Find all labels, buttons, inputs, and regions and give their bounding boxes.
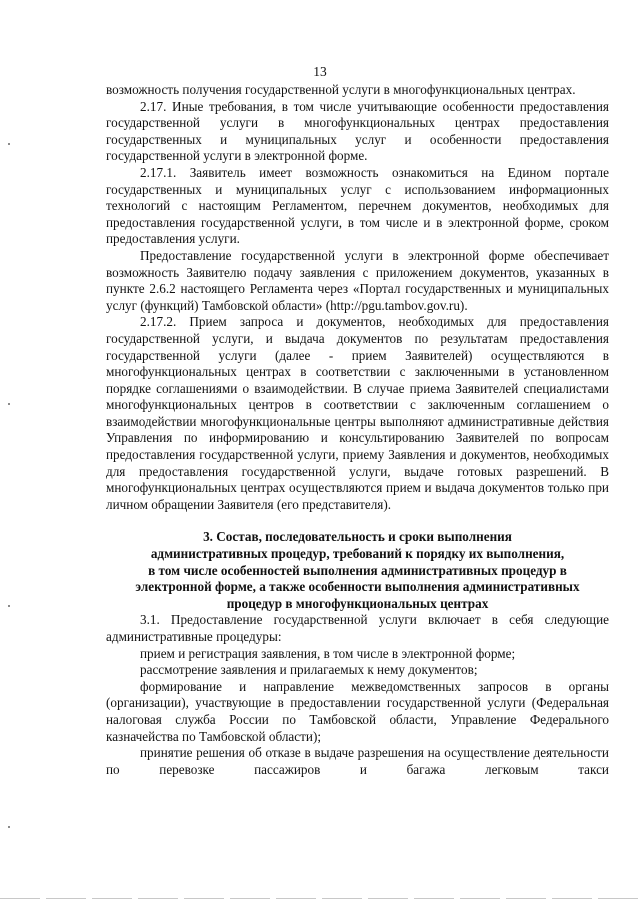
scan-speck	[8, 403, 10, 405]
scan-speck	[8, 143, 10, 145]
scan-speck	[8, 605, 10, 607]
document-body	[106, 82, 609, 778]
scan-speck	[8, 826, 10, 828]
heading-line: административных процедур, требований к порядку их выполнения,	[150, 546, 565, 562]
paragraph-2-17: 2.17. Иные требования, в том числе учитывающие особенности предоставления государственной услуги в многофункциональных центрах предоставления государственных и муниципальных услуг и особенности предоставления государственной услуги в электронной форме.	[106, 98, 609, 164]
paragraph-2-17-2: 2.17.2. Прием запроса и документов, необходимых для предоставления государственной услуги, и выдача документов по результатам предоставления государственной услуги (далее - прием Заявителей) осуществляются в многофункциональных центрах в соответствии с заключенными в установленном порядке соглашениями о взаимодействии. В случае приема Заявителей специалистами многофункциональных центров в соответствии с заключенным соглашением о взаимодействии многофункциональные центры выполняют административные действия Управления по информированию и консультированию Заявителей по вопросам предоставления государственной услуги, приему Заявления и документов, необходимых для предоставления государственной услуги, выдаче готовых разрешений. В многофункциональных центрах осуществляются прием и выдача документов только при личном обращении Заявителя (его представителя).	[106, 314, 609, 512]
section-3-heading	[106, 529, 609, 612]
heading-line: 3. Состав, последовательность и сроки выполнения	[203, 529, 512, 545]
paragraph-continuation: возможность получения государственной услуги в многофункциональных центрах.	[106, 82, 576, 97]
procedure-item: прием и регистрация заявления, в том числе в электронной форме;	[140, 645, 516, 661]
heading-line: электронной форме, а также особенности выполнения административных	[135, 579, 580, 595]
page-number: 13	[313, 64, 327, 79]
scan-edge-line	[0, 898, 640, 899]
paragraph-2-17-1: 2.17.1. Заявитель имеет возможность ознакомиться на Едином портале государственных и муниципальных услуг с использованием информационных технологий с настоящим Регламентом, перечнем документов, необходимых для предоставления государственной услуги, в том числе и в электронной форме, сроком предоставления услуги.	[106, 164, 609, 247]
paragraph-electronic-form: Предоставление государственной услуги в электронной форме обеспечивает возможность Заявителю подачу заявления с приложением документов, указанных в пункте 2.6.2 настоящего Регламента через «Портал государственных и муниципальных услуг (функций) Тамбовской области» (http://pgu.tambov.gov.ru).	[106, 247, 609, 313]
heading-line: в том числе особенностей выполнения административных процедур в	[148, 562, 567, 578]
heading-line: процедур в многофункциональных центрах	[226, 595, 489, 611]
paragraph-3-1: 3.1. Предоставление государственной услуги включает в себя следующие административные процедуры:	[106, 612, 609, 644]
procedure-item: принятие решения об отказе в выдаче разрешения на осуществление деятельности по перевозке пассажиров и багажа легковым такси	[106, 745, 609, 777]
procedure-item: рассмотрение заявления и прилагаемых к нему документов;	[140, 662, 478, 678]
procedure-item: формирование и направление межведомственных запросов в органы (организации), участвующие в предоставлении государственной услуги (Федеральная налоговая служба России по Тамбовской области, Управление Федерального казначейства по Тамбовской области);	[106, 678, 609, 744]
